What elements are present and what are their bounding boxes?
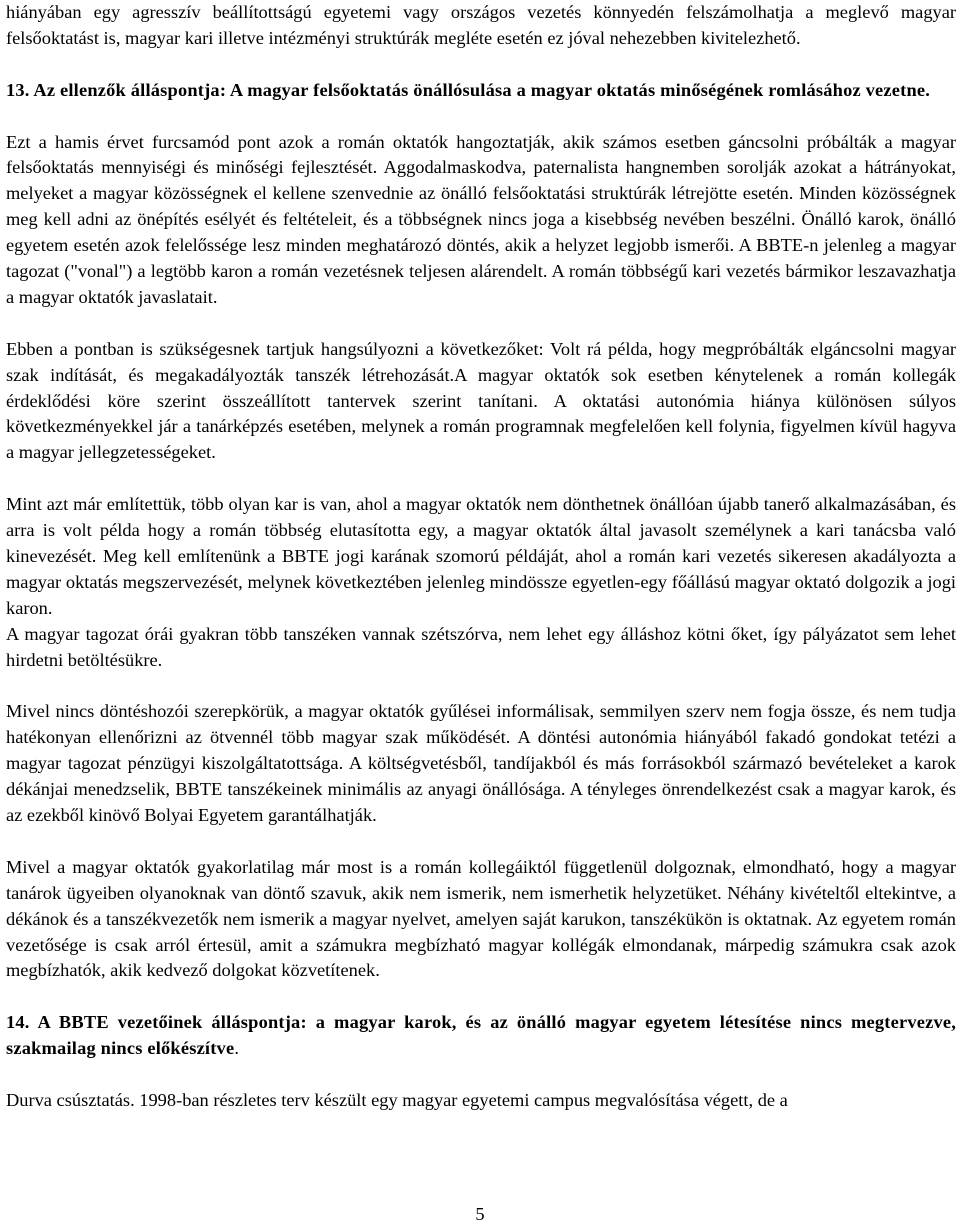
paragraph-examples: Ebben a pontban is szükségesnek tartjuk hangsúlyozni a következőket: Volt rá példa, hogy megpróbálták elgáncsolni magyar szak indítását, és megakadályozták tanszék létrehozását.A magyar oktatók sok esetben kénytelenek a román kollegák érdeklődési köre szerint összeállított tantervek szerint tanítani. A oktatási autonómia hiánya különösen súlyos következményekkel jár a tanárképzés esetében, melynek a román programnak megfelelően kell folynia, figyelmen kívül hagyva a magyar jellegzetességeket. <box>6 338 956 463</box>
document-page <box>6 0 956 1114</box>
paragraph-continued: hiányában egy agresszív beállítottságú egyetemi vagy országos vezetés könnyedén felszámolhatja a meglevő magyar felsőoktatást is, magyar kari illetve intézményi struktúrák megléte esetén ez jóval nehezebben kivitelezhető. <box>6 2 956 48</box>
paragraph-language: Mivel a magyar oktatók gyakorlatilag már most is a román kollegáiktól függetlenül dolgoznak, elmondható, hogy a magyar tanárok ügyeiben olyanoknak van döntő szavuk, akik nem ismerik, nem ismerhetik helyzetüket. Néhány kivételtől eltekintve, a dékánok és a tanszékvezetők nem ismerik a magyar nyelvet, amelyen saját karukon, tanszékükön is oktatnak. Az egyetem román vezetősége is csak arról értesül, amit a számukra megbízható magyar kollégák elmondanak, márpedig számukra csak azok megbízhatók, akik kedvező dolgokat közvetítenek. <box>6 856 956 981</box>
paragraph-campus-plan: Durva csúsztatás. 1998-ban részletes terv készült egy magyar egyetemi campus megvalósítása végett, de a <box>6 1089 788 1110</box>
paragraph-decision-autonomy: Mivel nincs döntéshozói szerepkörük, a magyar oktatók gyűlései informálisak, semmilyen szerv nem fogja össze, és nem tudja hatékonyan ellenőrizni az ötvennél több magyar szak működését. A döntési autonómia hiányából fakadó gondokat tetézi a magyar tagozat pénzügyi kiszolgáltatottsága. A költségvetésből, tandíjakból és más forrásokból származó bevételeket a karok dékánjai menedzselik, BBTE tanszékeinek minimális az anyagi önállósága. A tényleges önrendelkezést csak a magyar karok, és az ezekből kinövő Bolyai Egyetem garantálhatják. <box>6 701 956 826</box>
paragraph-argument-quality: Ezt a hamis érvet furcsamód pont azok a román oktatók hangoztatják, akik számos esetben gáncsolni próbálták a magyar felsőoktatás mennyiségi és minőségi fejlesztését. Aggodalmaskodva, paternalista hangnemben sorolják azokat a hátrányokat, melyeket a magyar közösségnek el kellene szenvednie az önálló felsőoktatási struktúrák létrejötte esetén. Minden közösségnek meg kell adni az önépítés esélyét és feltételeit, és a többségnek nincs joga a kisebbség nevében beszélni. Önálló karok, önálló egyetem esetén azok felelőssége lesz minden meghatározó döntés, akik a helyzet legjobb ismerői. A BBTE-n jelenleg a magyar tagozat ("vonal") a legtöbb karon a román vezetésnek teljesen alárendelt. A román többségű kari vezetés bármikor leszavazhatja a magyar oktatók javaslatait. <box>6 131 956 307</box>
section-heading-13: 13. Az ellenzők álláspontja: A magyar felsőoktatás önállósulása a magyar oktatás minőségének romlásához vezetne. <box>6 79 931 100</box>
section-heading-14-text: 14. A BBTE vezetőinek álláspontja: a magyar karok, és az önálló magyar egyetem létesítése nincs megtervezve, szakmailag nincs előkészítve <box>6 1012 956 1059</box>
page-number: 5 <box>475 1204 485 1224</box>
section-heading-14-period: . <box>234 1038 239 1059</box>
paragraph-staffing: Mint azt már említettük, több olyan kar is van, ahol a magyar oktatók nem dönthetnek önállóan újabb tanerő alkalmazásában, és arra is volt példa hogy a román többség elutasította egy, a magyar oktatók által javasolt személynek a kari tanácsba való kinevezését. Meg kell említenünk a BBTE jogi karának szomorú példáját, ahol a román kari vezetés sikeresen akadályozta a magyar oktatás megszervezését, melynek következtében jelenleg mindössze egyetlen-egy főállású magyar oktató dolgozik a jogi karon. <box>6 494 956 618</box>
paragraph-scattered-hours: A magyar tagozat órái gyakran több tanszéken vannak szétszórva, nem lehet egy álláshoz kötni őket, így pályázatot sem lehet hirdetni betöltésükre. <box>6 623 956 670</box>
section-heading-14 <box>6 1010 956 1062</box>
